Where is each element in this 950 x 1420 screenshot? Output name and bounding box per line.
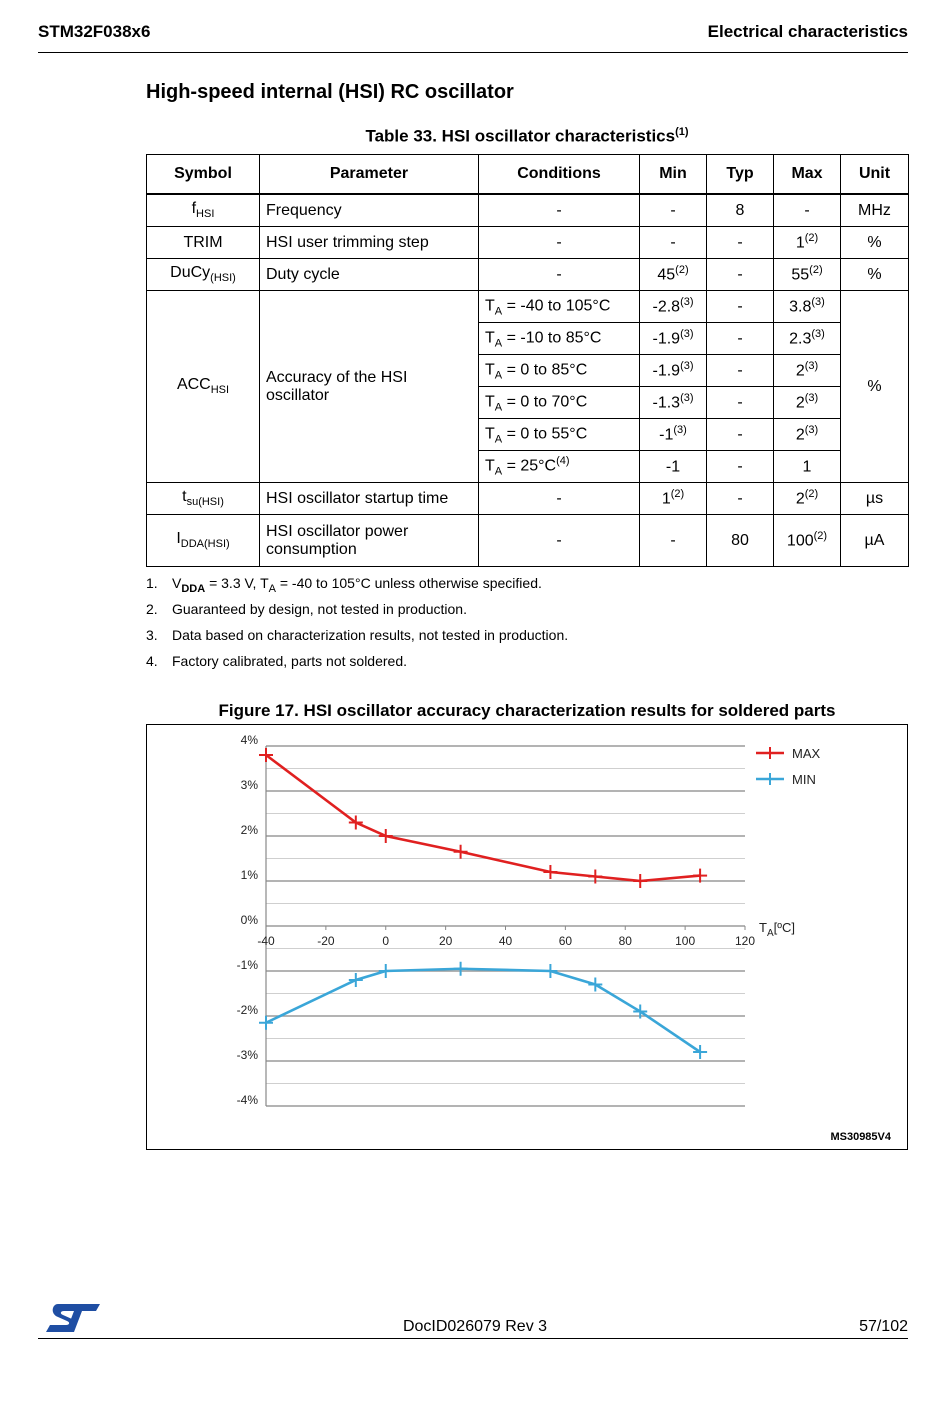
col-header: Symbol — [147, 155, 260, 195]
series-line-min — [266, 969, 700, 1052]
min-cell: -2.8$^{(3)}$ — [640, 291, 707, 323]
table-row — [147, 291, 909, 323]
conditions-cell: - — [479, 483, 640, 515]
conditions-cell: $T_A = 0$ to 85°C — [479, 355, 640, 387]
x-tick-label: 20 — [438, 934, 453, 948]
min-cell: - — [640, 194, 707, 227]
typ-cell: - — [707, 419, 774, 451]
parameter-cell: Accuracy of the HSI oscillator — [260, 291, 479, 483]
typ-cell: - — [707, 355, 774, 387]
hsi-table — [146, 154, 909, 567]
page-number: 57/102 — [859, 1318, 908, 1335]
y-tick-label: 2% — [240, 823, 258, 837]
max-cell: 2$^{(3)}$ — [774, 419, 841, 451]
typ-cell: - — [707, 259, 774, 291]
parameter-cell: HSI user trimming step — [260, 227, 479, 259]
max-cell: 100$^{(2)}$ — [774, 515, 841, 567]
min-cell: - — [640, 515, 707, 567]
table-notes — [146, 575, 568, 679]
symbol-cell: $t_{su(HSI)}$ — [147, 483, 260, 515]
legend-label-max: MAX — [792, 746, 821, 761]
conditions-cell: $T_A = 0$ to 70°C — [479, 387, 640, 419]
table-row — [147, 483, 909, 515]
conditions-cell: $T_A = -40$ to 105°C — [479, 291, 640, 323]
x-tick-label: -20 — [317, 934, 335, 948]
parameter-cell: Duty cycle — [260, 259, 479, 291]
conditions-cell: $T_A = -10$ to 85°C — [479, 323, 640, 355]
min-cell: -1 — [640, 451, 707, 483]
figure-frame — [146, 724, 908, 1150]
col-header: Unit — [841, 155, 909, 195]
symbol-cell: DuCy$_{(HSI)}$ — [147, 259, 260, 291]
col-header: Conditions — [479, 155, 640, 195]
header-rule — [38, 52, 908, 53]
table-header-row — [147, 155, 909, 195]
section-title: High-speed internal (HSI) RC oscillator — [146, 81, 514, 103]
unit-cell: % — [841, 227, 909, 259]
unit-cell: µA — [841, 515, 909, 567]
conditions-cell: - — [479, 194, 640, 227]
symbol-cell: $f_{HSI}$ — [147, 194, 260, 227]
max-cell: 55$^{(2)}$ — [774, 259, 841, 291]
x-tick-label: 100 — [675, 934, 696, 948]
doc-id: DocID026079 Rev 3 — [402, 1318, 548, 1335]
max-cell: 2$^{(3)}$ — [774, 355, 841, 387]
note-item: 3. Data based on characterization results, not tested in production. — [146, 627, 569, 643]
conditions-cell: $T_A = 0$ to 55°C — [479, 419, 640, 451]
y-tick-label: -4% — [236, 1093, 258, 1107]
x-tick-label: 120 — [734, 934, 756, 948]
max-cell: 2$^{(3)}$ — [774, 387, 841, 419]
legend-label-min: MIN — [792, 772, 816, 787]
x-tick-label: -40 — [257, 934, 275, 948]
table-row — [147, 259, 909, 291]
col-header: Typ — [707, 155, 774, 195]
y-tick-label: -2% — [236, 1003, 258, 1017]
conditions-cell: - — [479, 259, 640, 291]
table-caption-sup: (1) — [675, 126, 689, 138]
x-tick-label: 80 — [618, 934, 632, 948]
y-tick-label: 3% — [240, 778, 258, 792]
typ-cell: - — [707, 323, 774, 355]
conditions-cell: - — [479, 515, 640, 567]
unit-cell: % — [841, 291, 909, 483]
parameter-cell: HSI oscillator power consumption — [260, 515, 479, 567]
parameter-cell: Frequency — [260, 194, 479, 227]
accuracy-chart — [147, 725, 907, 1149]
conditions-cell: - — [479, 227, 640, 259]
min-cell: -1$^{(3)}$ — [640, 419, 707, 451]
doc-title: STM32F038x6 — [38, 22, 151, 41]
x-axis-label: $T_A[ºC]$ — [759, 920, 795, 939]
table-caption — [146, 126, 908, 147]
max-cell: 2$^{(2)}$ — [774, 483, 841, 515]
table-row — [147, 194, 909, 227]
figure-id: MS30985V4 — [830, 1131, 891, 1143]
max-cell: 2.3$^{(3)}$ — [774, 323, 841, 355]
min-cell: 1$^{(2)}$ — [640, 483, 707, 515]
typ-cell: - — [707, 227, 774, 259]
y-tick-label: 0% — [240, 913, 258, 927]
y-tick-label: 1% — [240, 868, 258, 882]
parameter-cell: HSI oscillator startup time — [260, 483, 479, 515]
note-item: 4. Factory calibrated, parts not soldered. — [146, 653, 408, 669]
table-row — [147, 515, 909, 567]
x-tick-label: 60 — [558, 934, 573, 948]
max-cell: - — [774, 194, 841, 227]
y-tick-label: 4% — [240, 733, 258, 747]
min-cell: - — [640, 227, 707, 259]
series-line-max — [266, 755, 700, 881]
min-cell: -1.9$^{(3)}$ — [640, 323, 707, 355]
max-cell: 3.8$^{(3)}$ — [774, 291, 841, 323]
x-tick-label: 0 — [382, 934, 390, 948]
unit-cell: µs — [841, 483, 909, 515]
col-header: Max — [774, 155, 841, 195]
typ-cell: 8 — [707, 194, 774, 227]
typ-cell: - — [707, 291, 774, 323]
conditions-cell: $T_A = 25^\circ C^{(4)}$ — [479, 451, 640, 483]
symbol-cell: $I_{DDA(HSI)}$ — [147, 515, 260, 567]
typ-cell: - — [707, 387, 774, 419]
col-header: Parameter — [260, 155, 479, 195]
symbol-cell: TRIM — [147, 227, 260, 259]
footer-rule — [38, 1338, 908, 1339]
y-tick-label: -1% — [236, 958, 258, 972]
unit-cell: % — [841, 259, 909, 291]
col-header: Min — [640, 155, 707, 195]
min-cell: -1.3$^{(3)}$ — [640, 387, 707, 419]
typ-cell: 80 — [707, 515, 774, 567]
figure-caption: Figure 17. HSI oscillator accuracy characterization results for soldered parts — [218, 701, 836, 720]
note-item: 2. Guaranteed by design, not tested in production. — [146, 601, 467, 617]
x-tick-label: 40 — [498, 934, 513, 948]
max-cell: 1$^{(2)}$ — [774, 227, 841, 259]
table-caption-text: Table 33. HSI oscillator characteristics — [365, 126, 676, 146]
min-cell: -1.9$^{(3)}$ — [640, 355, 707, 387]
table-row — [147, 227, 909, 259]
symbol-cell: $ACC_{HSI}$ — [147, 291, 260, 483]
min-cell: 45$^{(2)}$ — [640, 259, 707, 291]
section-header: Electrical characteristics — [707, 22, 908, 41]
unit-cell: MHz — [841, 194, 909, 227]
max-cell: 1 — [774, 451, 841, 483]
y-tick-label: -3% — [236, 1048, 258, 1062]
typ-cell: - — [707, 483, 774, 515]
typ-cell: - — [707, 451, 774, 483]
note-item: 1. $V_{DDA} = 3.3$ V, $T_A = -40$ to 105°C unless otherwise specified. — [146, 575, 542, 595]
